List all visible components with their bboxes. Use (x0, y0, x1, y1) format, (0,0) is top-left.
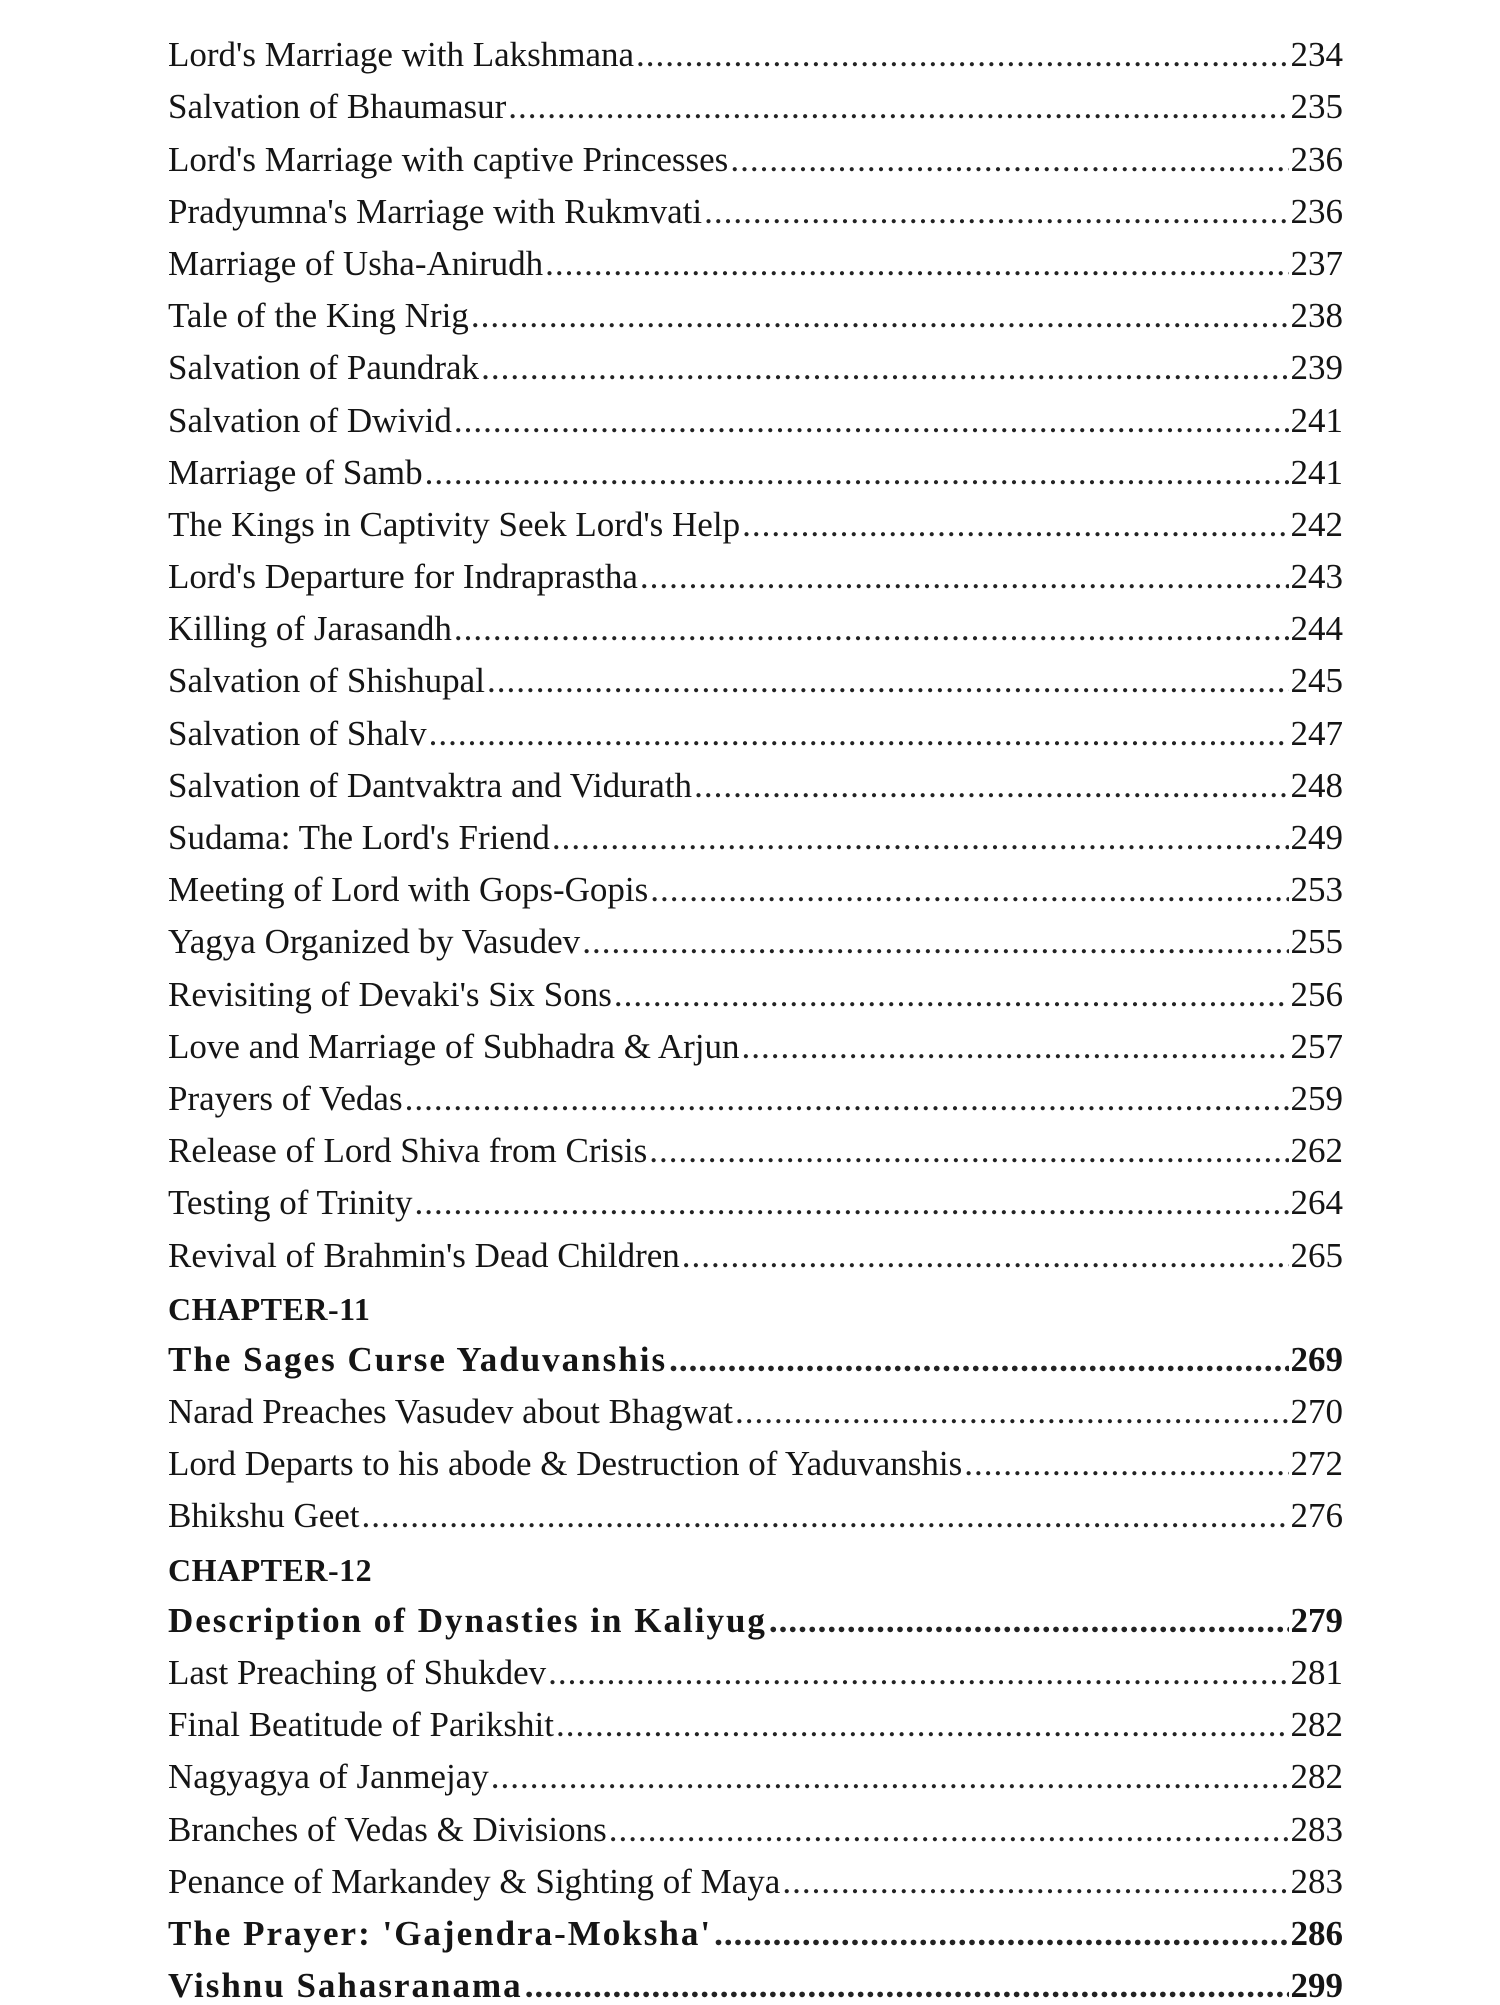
dot-leader (362, 1498, 1289, 1533)
dot-leader (769, 1603, 1289, 1638)
toc-entry-page: 259 (1290, 1078, 1343, 1118)
toc-entry-page: 236 (1290, 139, 1343, 179)
toc-entry-page: 243 (1290, 557, 1343, 597)
toc-entry (168, 333, 1343, 388)
toc-entry-title: Vishnu Sahasranama (168, 1966, 523, 2005)
toc-entry-page: 241 (1290, 400, 1343, 440)
dot-leader (650, 872, 1288, 907)
toc-entry-page: 283 (1290, 1861, 1343, 1901)
dot-leader (545, 246, 1288, 281)
toc-entry (168, 229, 1343, 281)
toc-entry-page: 286 (1290, 1913, 1343, 1953)
toc-entry-page: 248 (1290, 765, 1343, 805)
toc-entry (168, 1064, 1343, 1116)
toc-entry (168, 907, 1343, 962)
toc-entry-page: 283 (1290, 1809, 1343, 1849)
toc-entry-page: 244 (1290, 609, 1343, 649)
dot-leader (556, 1707, 1289, 1742)
dot-leader (682, 1238, 1289, 1273)
table-of-contents (168, 20, 1343, 2003)
toc-entry (168, 1429, 1343, 1484)
toc-entry-page: 242 (1290, 504, 1343, 544)
toc-entry-title: Penance of Markandey & Sighting of Maya (168, 1861, 781, 1901)
dot-leader (649, 1133, 1288, 1168)
toc-entry-title: The Prayer: 'Gajendra-Moksha' (168, 1913, 713, 1953)
toc-entry-page: 269 (1290, 1339, 1343, 1379)
dot-leader (782, 1864, 1288, 1899)
toc-entry-title: Yagya Organized by Vasudev (168, 922, 581, 962)
toc-entry-title: The Sages Curse Yaduvanshis (168, 1339, 668, 1379)
toc-entry-title: Prayers of Vedas (168, 1078, 403, 1118)
dot-leader (735, 1394, 1288, 1429)
toc-entry (168, 1168, 1343, 1223)
toc-entry-page: 253 (1290, 870, 1343, 910)
toc-entry-page: 282 (1290, 1757, 1343, 1797)
dot-leader (669, 1342, 1288, 1377)
dot-leader (491, 1759, 1289, 1794)
dot-leader (964, 1446, 1288, 1481)
toc-entry-page: 238 (1290, 296, 1343, 336)
toc-entry-page: 279 (1290, 1600, 1343, 1640)
toc-entry-page: 281 (1290, 1653, 1343, 1692)
toc-entry-page: 257 (1290, 1026, 1343, 1066)
toc-entry (168, 1377, 1343, 1432)
dot-leader (582, 924, 1288, 959)
toc-entry (168, 177, 1343, 229)
toc-entry-title: Killing of Jarasandh (168, 609, 452, 649)
toc-entry-title: Tale of the King Nrig (168, 296, 469, 336)
toc-entry (168, 72, 1343, 127)
toc-entry-title: Love and Marriage of Subhadra & Arjun (168, 1026, 740, 1066)
toc-entry (168, 1638, 1343, 1690)
toc-entry (168, 751, 1343, 803)
chapter-12-heading: CHAPTER-12 (168, 1551, 373, 1588)
toc-entry (168, 281, 1343, 336)
toc-entry-page: 262 (1290, 1131, 1343, 1171)
toc-entry-title: Final Beatitude of Parikshit (168, 1705, 554, 1745)
toc-entry-page: 256 (1290, 974, 1343, 1014)
toc-entry (168, 594, 1343, 649)
toc-entry-title: Lord's Marriage with captive Princesses (168, 139, 729, 179)
dot-leader (730, 142, 1288, 177)
toc-entry-page: 241 (1290, 452, 1343, 492)
toc-entry-title: Lord's Departure for Indraprastha (168, 557, 638, 597)
appendix-entry-vishnu-sahasranama (168, 1951, 1343, 2003)
dot-leader (614, 977, 1289, 1012)
dot-leader (429, 716, 1289, 751)
dot-leader (640, 559, 1289, 594)
toc-entry (168, 124, 1343, 179)
toc-entry-title: Salvation of Paundrak (168, 348, 480, 388)
dot-leader (548, 1655, 1288, 1690)
toc-entry (168, 385, 1343, 440)
toc-entry-title: Salvation of Shishupal (168, 661, 485, 701)
dot-leader (425, 455, 1289, 490)
dot-leader (742, 507, 1288, 542)
toc-entry-title: Description of Dynasties in Kaliyug (168, 1600, 767, 1640)
toc-entry-title: Lord's Marriage with Lakshmana (168, 35, 635, 75)
toc-entry (168, 1847, 1343, 1899)
toc-entry (168, 20, 1343, 75)
toc-entry-title: Narad Preaches Vasudev about Bhagwat (168, 1392, 734, 1432)
dot-leader (508, 89, 1288, 124)
toc-entry-title: Marriage of Usha-Anirudh (168, 243, 544, 283)
toc-entry-page: 237 (1290, 243, 1343, 283)
toc-entry (168, 1690, 1343, 1745)
toc-entry (168, 959, 1343, 1014)
dot-leader (694, 768, 1288, 803)
toc-entry (168, 855, 1343, 910)
dot-leader (454, 403, 1289, 438)
dot-leader (704, 194, 1288, 229)
dot-leader (415, 1185, 1289, 1220)
toc-entry-page: 270 (1290, 1392, 1343, 1432)
toc-entry (168, 803, 1343, 855)
chapter-11-heading: CHAPTER-11 (168, 1290, 371, 1327)
dot-leader (525, 1968, 1289, 2003)
toc-entry-page: 282 (1290, 1705, 1343, 1745)
toc-entry-title: Testing of Trinity (168, 1183, 413, 1223)
toc-entry (168, 1794, 1343, 1849)
toc-entry (168, 438, 1343, 490)
dot-leader (405, 1081, 1289, 1116)
toc-entry-title: Branches of Vedas & Divisions (168, 1809, 607, 1849)
toc-entry-title: Salvation of Dantvaktra and Vidurath (168, 765, 693, 805)
toc-entry-page: 265 (1290, 1235, 1343, 1275)
dot-leader (714, 1916, 1288, 1951)
toc-entry (168, 646, 1343, 701)
toc-entry (168, 1481, 1343, 1536)
toc-entry (168, 1116, 1343, 1171)
toc-entry (168, 1220, 1343, 1275)
toc-entry-title: Marriage of Samb (168, 452, 423, 492)
dot-leader (636, 37, 1288, 72)
toc-entry (168, 1012, 1343, 1064)
toc-entry-page: 272 (1290, 1444, 1343, 1484)
toc-entry-page: 247 (1290, 713, 1343, 753)
chapter-11-main-entry (168, 1325, 1343, 1377)
toc-entry-title: Salvation of Shalv (168, 713, 427, 753)
chapter-12-main-entry (168, 1586, 1343, 1638)
dot-leader (742, 1029, 1289, 1064)
dot-leader (552, 820, 1289, 855)
toc-entry-title: Last Preaching of Shukdev (168, 1653, 547, 1692)
dot-leader (609, 1812, 1289, 1847)
toc-entry-title: Sudama: The Lord's Friend (168, 818, 550, 857)
toc-entry-title: Nagyagya of Janmejay (168, 1757, 489, 1797)
toc-entry (168, 542, 1343, 597)
toc-entry-page: 249 (1290, 818, 1343, 857)
toc-entry-title: Revisiting of Devaki's Six Sons (168, 974, 612, 1014)
toc-entry-title: The Kings in Captivity Seek Lord's Help (168, 504, 741, 544)
toc-entry-page: 236 (1290, 191, 1343, 231)
appendix-entry-gajendra-moksha (168, 1899, 1343, 1951)
toc-entry-page: 276 (1290, 1496, 1343, 1536)
toc-entry-title: Salvation of Bhaumasur (168, 87, 507, 127)
toc-entry-title: Meeting of Lord with Gops-Gopis (168, 870, 649, 910)
dot-leader (487, 663, 1289, 698)
toc-entry-page: 264 (1290, 1183, 1343, 1223)
toc-entry-page: 245 (1290, 661, 1343, 701)
toc-entry-page: 234 (1290, 35, 1343, 75)
toc-entry-title: Bhikshu Geet (168, 1496, 360, 1536)
dot-leader (471, 298, 1289, 333)
dot-leader (454, 611, 1289, 646)
toc-entry-title: Salvation of Dwivid (168, 400, 452, 440)
toc-entry-page: 299 (1290, 1966, 1343, 2005)
toc-entry-page: 239 (1290, 348, 1343, 388)
dot-leader (481, 350, 1288, 385)
toc-entry-title: Lord Departs to his abode & Destruction of Yaduvanshis (168, 1444, 963, 1484)
toc-entry-page: 255 (1290, 922, 1343, 962)
toc-entry (168, 1742, 1343, 1797)
toc-entry-title: Pradyumna's Marriage with Rukmvati (168, 191, 703, 231)
toc-entry-title: Release of Lord Shiva from Crisis (168, 1131, 648, 1171)
toc-entry-page: 235 (1290, 87, 1343, 127)
toc-entry (168, 698, 1343, 753)
toc-entry-title: Revival of Brahmin's Dead Children (168, 1235, 680, 1275)
toc-entry (168, 490, 1343, 542)
